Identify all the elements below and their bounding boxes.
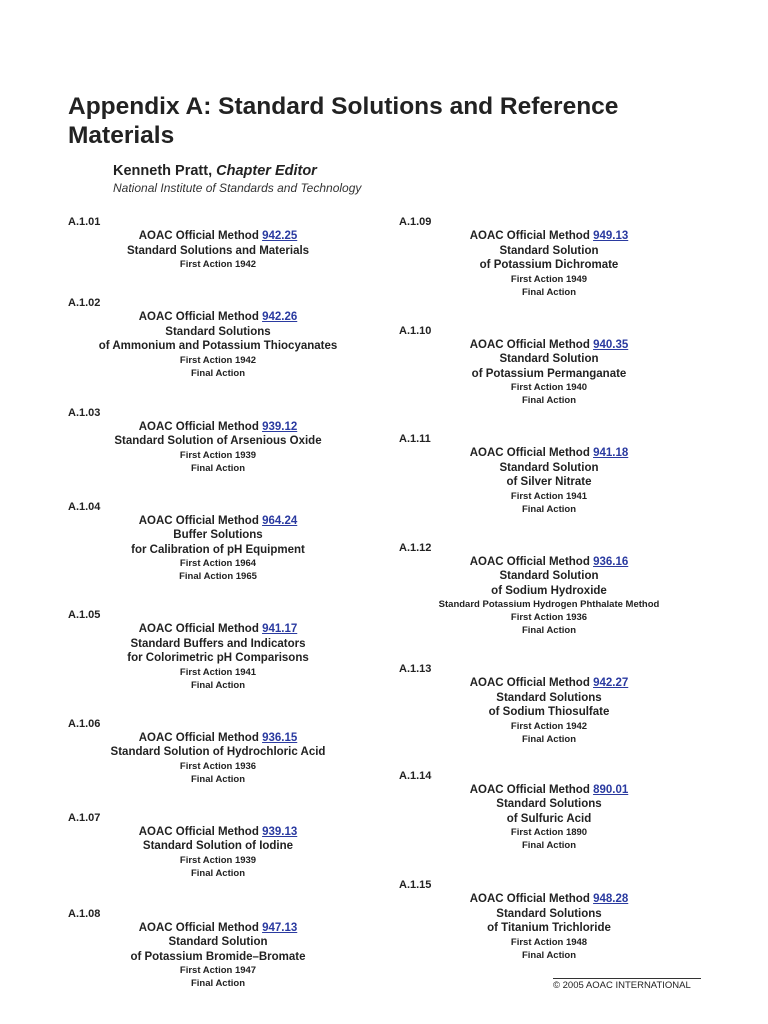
method-title: Standard Solution of Arsenious Oxide	[114, 435, 322, 447]
method-link[interactable]: 948.28	[593, 893, 629, 905]
method-link[interactable]: 964.24	[262, 514, 298, 527]
action-status: Final Action	[190, 679, 245, 691]
action-status: First Action 1936	[510, 612, 588, 623]
method-line	[399, 229, 699, 244]
method-entry	[68, 908, 378, 991]
section-number: A.1.08	[68, 907, 101, 920]
method-line	[399, 338, 699, 353]
method-link[interactable]: 939.12	[262, 420, 298, 433]
method-line	[68, 310, 368, 325]
method-title: Standard Solution of Iodine	[142, 840, 294, 852]
method-title: for Calibration of pH Equipment	[131, 543, 305, 556]
section-number: A.1.01	[68, 216, 101, 228]
action-status: First Action 1948	[510, 936, 588, 948]
action-status: Final Action	[190, 773, 245, 785]
method-block	[399, 783, 699, 853]
method-entry	[68, 718, 378, 786]
method-block	[68, 825, 368, 880]
method-title: of Potassium Permanganate	[471, 367, 627, 380]
section-number: A.1.05	[68, 609, 101, 621]
copyright-footer: © 2005 AOAC INTERNATIONAL	[553, 980, 691, 991]
method-entry	[399, 216, 709, 299]
method-block	[399, 446, 699, 516]
action-status: First Action 1949	[510, 273, 588, 285]
method-title: Standard Buffers and Indicators	[130, 637, 306, 650]
page-title: Appendix A: Standard Solutions and Reference Materials	[68, 93, 619, 149]
method-entry	[68, 407, 378, 475]
method-link[interactable]: 947.13	[262, 921, 298, 934]
method-title: of Sodium Thiosulfate	[488, 706, 610, 718]
action-status: First Action 1947	[179, 965, 257, 976]
method-block	[68, 622, 368, 692]
method-subtitle: Standard Potassium Hydrogen Phthalate Method	[438, 599, 660, 610]
section-number: A.1.07	[68, 811, 101, 824]
method-title: of Potassium Bromide–Bromate	[130, 950, 306, 963]
method-link[interactable]: 942.27	[593, 677, 629, 689]
method-entry	[399, 663, 709, 746]
action-status: First Action 1942	[179, 259, 257, 270]
action-status: Final Action	[190, 367, 245, 379]
method-prefix: AOAC Official Method	[138, 731, 259, 744]
method-title: Buffer Solutions	[173, 529, 263, 541]
left-column	[68, 216, 378, 990]
method-prefix: AOAC Official Method	[469, 338, 590, 351]
method-prefix: AOAC Official Method	[469, 677, 590, 689]
action-status: Final Action	[190, 462, 245, 474]
section-number: A.1.13	[399, 663, 432, 675]
method-block	[68, 229, 368, 271]
action-status: First Action 1890	[510, 827, 588, 838]
method-block	[68, 514, 368, 584]
method-title: of Sulfuric Acid	[506, 812, 592, 825]
method-prefix: AOAC Official Method	[138, 514, 259, 527]
method-line	[399, 676, 699, 691]
method-prefix: AOAC Official Method	[138, 825, 259, 838]
action-status: First Action 1941	[179, 666, 257, 678]
section-number: A.1.09	[399, 216, 432, 228]
action-status: Final Action	[521, 286, 576, 298]
action-status: Final Action 1965	[179, 571, 257, 582]
action-status: First Action 1939	[179, 449, 257, 461]
action-status: Final Action	[521, 625, 576, 636]
method-link[interactable]: 890.01	[593, 783, 629, 796]
method-block	[399, 229, 699, 299]
method-link[interactable]: 936.16	[593, 555, 629, 568]
action-status: First Action 1940	[510, 382, 588, 393]
method-title: of Ammonium and Potassium Thiocyanates	[98, 340, 338, 352]
action-status: Final Action	[521, 733, 576, 745]
method-title: Standard Solutions and Materials	[126, 244, 310, 257]
method-title: of Potassium Dichromate	[479, 259, 619, 271]
method-title: Standard Solutions	[496, 798, 602, 810]
method-prefix: AOAC Official Method	[138, 311, 259, 323]
method-link[interactable]: 936.15	[262, 731, 298, 744]
method-line	[68, 420, 368, 435]
method-block	[399, 555, 699, 638]
method-entry	[399, 433, 709, 516]
method-line	[399, 446, 699, 461]
method-prefix: AOAC Official Method	[469, 893, 590, 905]
method-line	[68, 921, 368, 936]
action-status: First Action 1936	[179, 760, 257, 772]
action-status: Final Action	[190, 978, 245, 989]
method-line	[68, 825, 368, 840]
footer-rule	[553, 978, 701, 979]
action-status: First Action 1941	[510, 490, 588, 502]
action-status: Final Action	[521, 949, 576, 961]
section-number: A.1.03	[68, 406, 101, 419]
method-prefix: AOAC Official Method	[138, 623, 259, 635]
action-status: Final Action	[521, 503, 576, 515]
method-prefix: AOAC Official Method	[469, 783, 590, 796]
section-number: A.1.06	[68, 717, 101, 730]
method-entry	[68, 297, 378, 380]
method-link[interactable]: 941.18	[593, 447, 629, 459]
method-block	[399, 338, 699, 408]
method-line	[68, 622, 368, 637]
method-entry	[399, 879, 709, 962]
action-status: Final Action	[190, 867, 245, 879]
method-title: for Colorimetric pH Comparisons	[127, 652, 309, 664]
action-status: First Action 1942	[179, 354, 257, 366]
action-status: First Action 1964	[179, 558, 257, 569]
method-entry	[399, 770, 709, 853]
method-link[interactable]: 942.25	[262, 230, 298, 242]
section-number: A.1.12	[399, 541, 432, 554]
action-status: First Action 1942	[510, 720, 588, 732]
section-number: A.1.04	[68, 500, 101, 513]
method-entry	[399, 542, 709, 638]
method-entry	[399, 325, 709, 408]
method-link[interactable]: 939.13	[262, 825, 298, 838]
method-link[interactable]: 940.35	[593, 338, 629, 351]
section-number: A.1.14	[399, 769, 432, 782]
method-title: Standard Solutions	[165, 325, 271, 338]
method-title: Standard Solution	[499, 244, 599, 257]
method-line	[68, 514, 368, 529]
method-entry	[68, 609, 378, 692]
method-block	[399, 676, 699, 746]
action-status: Final Action	[521, 395, 576, 406]
method-title: of Sodium Hydroxide	[491, 584, 607, 597]
method-block	[68, 420, 368, 475]
method-line	[399, 783, 699, 798]
method-entry	[68, 812, 378, 880]
method-title: Standard Solution of Hydrochloric Acid	[110, 746, 326, 758]
chapter-editor	[113, 163, 317, 179]
section-number: A.1.15	[399, 879, 432, 891]
method-prefix: AOAC Official Method	[469, 555, 590, 568]
editor-role: Chapter Editor	[216, 163, 317, 179]
section-number: A.1.11	[399, 433, 431, 445]
method-prefix: AOAC Official Method	[138, 921, 259, 934]
editor-affiliation: National Institute of Standards and Technology	[113, 181, 362, 195]
method-block	[68, 310, 368, 380]
method-prefix: AOAC Official Method	[469, 447, 590, 459]
method-title: Standard Solution	[499, 353, 599, 365]
method-block	[399, 892, 699, 962]
method-title: Standard Solutions	[496, 907, 602, 920]
method-title: Standard Solution	[499, 461, 599, 474]
method-line	[68, 229, 368, 244]
method-title: of Titanium Trichloride	[487, 922, 611, 934]
method-block	[68, 921, 368, 991]
method-link[interactable]: 949.13	[593, 230, 629, 242]
method-line	[399, 892, 699, 907]
editor-name: Kenneth Pratt,	[113, 163, 213, 179]
method-prefix: AOAC Official Method	[138, 230, 259, 242]
method-entry	[68, 501, 378, 584]
method-prefix: AOAC Official Method	[138, 420, 259, 433]
method-title: Standard Solution	[168, 936, 268, 948]
section-number: A.1.10	[399, 324, 432, 337]
method-block	[68, 731, 368, 786]
method-line	[399, 555, 699, 570]
method-title: Standard Solutions	[496, 691, 602, 704]
action-status: Final Action	[521, 840, 576, 851]
method-entry	[68, 216, 378, 271]
method-title: Standard Solution	[499, 570, 599, 582]
method-link[interactable]: 941.17	[262, 623, 298, 635]
section-number: A.1.02	[68, 297, 101, 309]
method-title: of Silver Nitrate	[506, 476, 592, 488]
right-column	[399, 216, 709, 962]
method-prefix: AOAC Official Method	[469, 230, 590, 242]
action-status: First Action 1939	[179, 854, 257, 866]
method-link[interactable]: 942.26	[262, 311, 298, 323]
method-line	[68, 731, 368, 746]
